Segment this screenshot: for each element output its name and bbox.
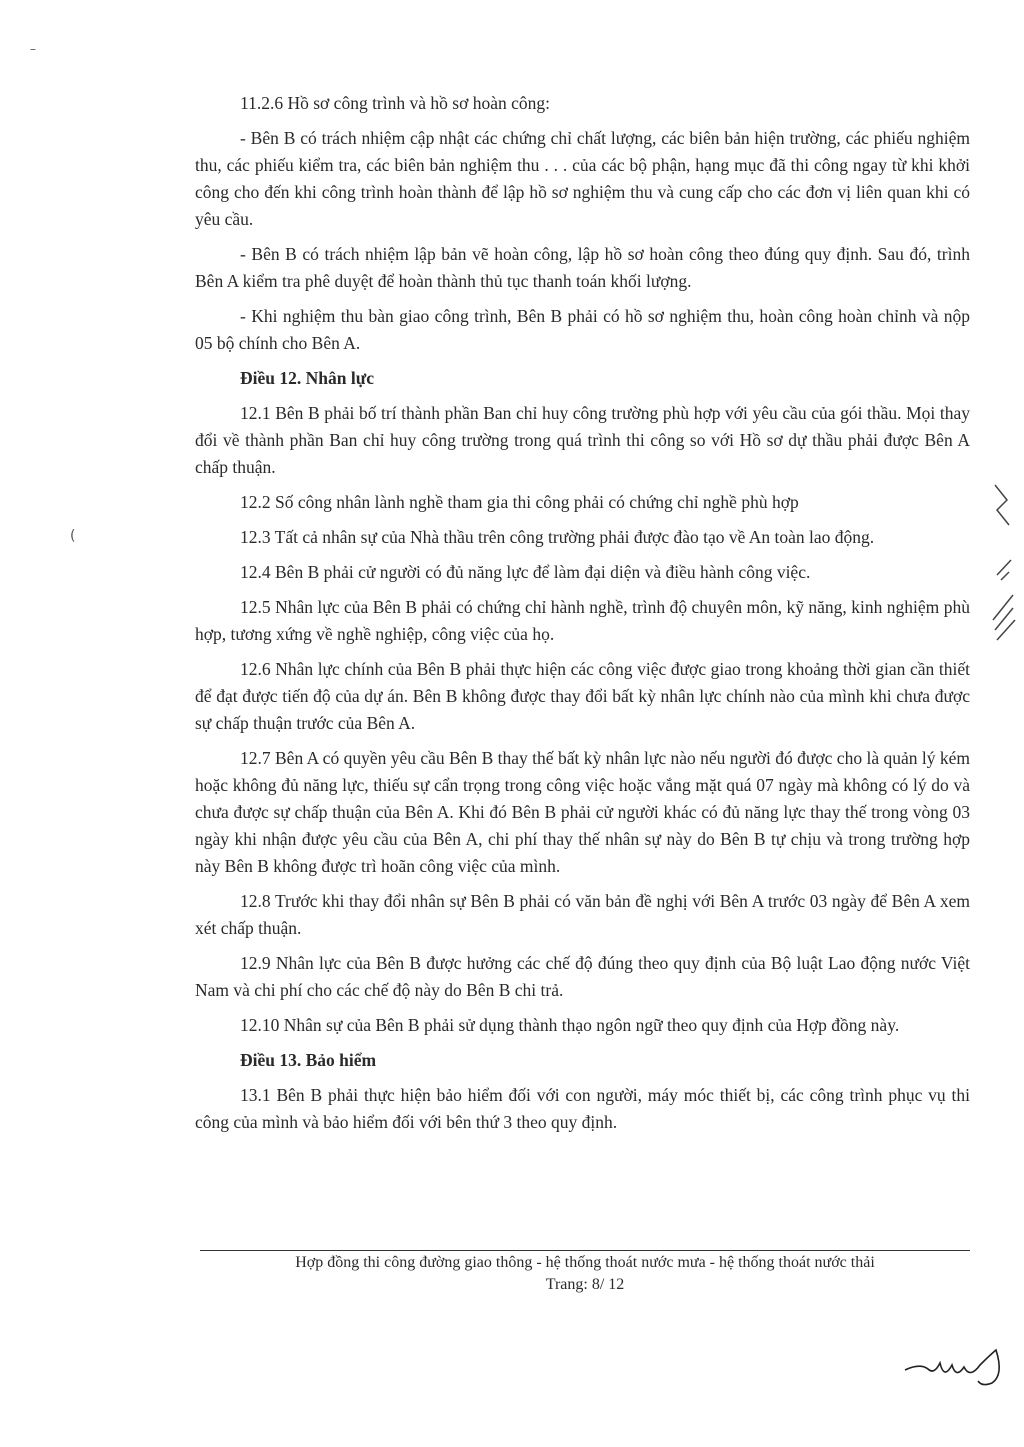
signature-mark xyxy=(900,1345,1010,1390)
footer-title: Hợp đồng thi công đường giao thông - hệ thống thoát nước mưa - hệ thống thoát nước thải xyxy=(295,1254,875,1271)
scan-speck: ( xyxy=(70,528,76,544)
clause: 12.4 Bên B phải cử người có đủ năng lực để làm đại diện và điều hành công việc. xyxy=(240,562,811,582)
clause: 12.1 Bên B phải bố trí thành phần Ban chỉ huy công trường phù hợp với yêu cầu của gói thầu. Mọi thay đổi về thành phần Ban chỉ huy công trường trong quá trình thi công so với Hồ sơ dự thầu phải được Bên A chấp thuận. xyxy=(195,403,970,477)
paragraph: - Bên B có trách nhiệm lập bản vẽ hoàn công, lập hồ sơ hoàn công theo đúng quy định. Sau đó, trình Bên A kiểm tra phê duyệt để hoàn thành thủ tục thanh toán khối lượng. xyxy=(195,244,970,291)
clause: 12.2 Số công nhân lành nghề tham gia thi công phải có chứng chỉ nghề phù hợp xyxy=(240,492,799,512)
clause: 13.1 Bên B phải thực hiện bảo hiểm đối với con người, máy móc thiết bị, các công trình phục vụ thi công của mình và bảo hiểm đối với bên thứ 3 theo quy định. xyxy=(195,1085,970,1132)
clause: 12.3 Tất cả nhân sự của Nhà thầu trên công trường phải được đào tạo về An toàn lao động. xyxy=(240,527,875,547)
clause: 12.8 Trước khi thay đổi nhân sự Bên B phải có văn bản đề nghị với Bên A trước 03 ngày để Bên A xem xét chấp thuận. xyxy=(195,891,970,938)
clause: 12.7 Bên A có quyền yêu cầu Bên B thay thế bất kỳ nhân lực nào nếu người đó được cho là quản lý kém hoặc không đủ năng lực, thiếu sự cẩn trọng trong công việc hoặc vắng mặt quá 07 ngày mà không có lý do và chưa được sự chấp thuận của Bên A. Khi đó Bên B phải cử người khác có đủ năng lực thay thế trong vòng 03 ngày khi nhận được yêu cầu của Bên A, chi phí thay thế nhân sự này do Bên B tự chịu và trong trường hợp này Bên B không được trì hoãn công việc của mình. xyxy=(195,748,970,876)
page-footer xyxy=(200,1252,970,1296)
clause: 12.6 Nhân lực chính của Bên B phải thực hiện các công việc được giao trong khoảng thời gian cần thiết để đạt được tiến độ của dự án. Bên B không được thay đổi bất kỳ nhân lực chính nào của mình khi chưa được sự chấp thuận trước của Bên A. xyxy=(195,659,970,733)
scan-speck: – xyxy=(30,42,36,56)
section-title: 11.2.6 Hồ sơ công trình và hồ sơ hoàn công: xyxy=(240,93,550,113)
footer-divider xyxy=(200,1250,970,1251)
clause: 12.10 Nhân sự của Bên B phải sử dụng thành thạo ngôn ngữ theo quy định của Hợp đồng này. xyxy=(240,1015,900,1035)
clause: 12.9 Nhân lực của Bên B được hưởng các chế độ đúng theo quy định của Bộ luật Lao động nước Việt Nam và chi phí cho các chế độ này do Bên B chi trả. xyxy=(195,953,970,1000)
document-body xyxy=(195,90,970,1144)
page-number: Trang: 8/ 12 xyxy=(545,1276,625,1293)
paragraph: - Khi nghiệm thu bàn giao công trình, Bên B phải có hồ sơ nghiệm thu, hoàn công hoàn chỉnh và nộp 05 bộ chính cho Bên A. xyxy=(195,306,970,353)
article-heading: Điều 13. Bảo hiểm xyxy=(240,1050,377,1070)
margin-initials-mark xyxy=(985,480,1020,650)
clause: 12.5 Nhân lực của Bên B phải có chứng chỉ hành nghề, trình độ chuyên môn, kỹ năng, kinh nghiệm phù hợp, tương xứng về nghề nghiệp, công việc của họ. xyxy=(195,597,970,644)
paragraph: - Bên B có trách nhiệm cập nhật các chứng chỉ chất lượng, các biên bản hiện trường, các phiếu nghiệm thu, các phiếu kiểm tra, các biên bản nghiệm thu . . . của các bộ phận, hạng mục đã thi công ngay từ khi khởi công cho đến khi công trình hoàn thành để lập hồ sơ nghiệm thu và cung cấp cho các đơn vị liên quan khi có yêu cầu. xyxy=(195,128,970,229)
article-heading: Điều 12. Nhân lực xyxy=(240,368,374,388)
